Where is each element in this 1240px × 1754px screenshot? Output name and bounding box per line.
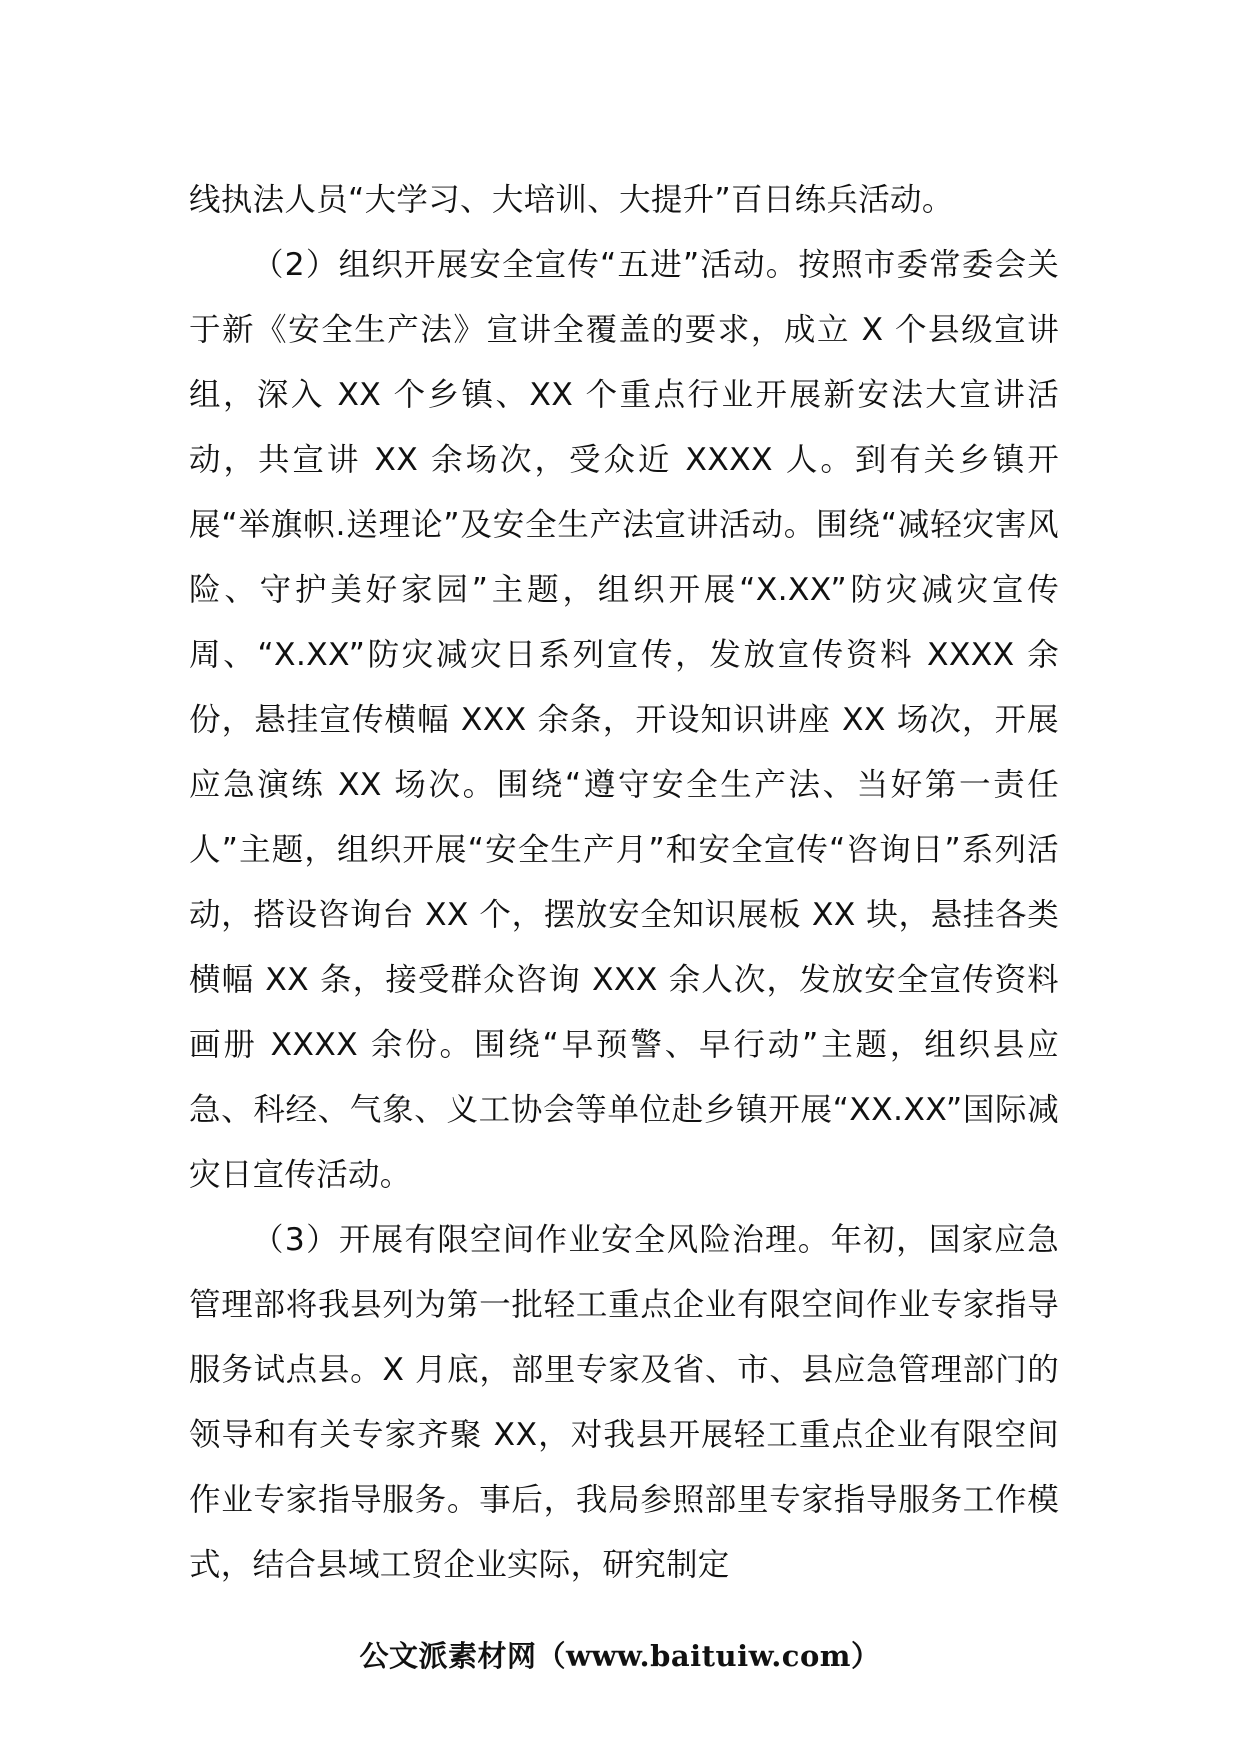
paragraph-continuation: 线执法人员“大学习、大培训、大提升”百日练兵活动。 xyxy=(189,182,954,218)
paragraph-confined-space: （3）开展有限空间作业安全风险治理。年初，国家应急管理部将我县列为第一批轻工重点企业有限空间作业专家指导服务试点县。X 月底，部里专家及省、市、县应急管理部门的领导和有关专家齐聚 XX，对我县开展轻工重点企业有限空间作业专家指导服务。事后，我局参照部里专家指导服务工作模式，结合县域工贸企业实际，研究制定 xyxy=(189,1222,1059,1583)
footer-watermark: 公文派素材网（www.baituiw.com） xyxy=(359,1639,881,1673)
paragraph-safety-publicity: （2）组织开展安全宣传“五进”活动。按照市委常委会关于新《安全生产法》宣讲全覆盖的要求，成立 X 个县级宣讲组，深入 XX 个乡镇、XX 个重点行业开展新安法大宣讲活动，共宣讲 XX 余场次，受众近 XXXX 人。到有关乡镇开展“举旗帜.送理论”及安全生产法宣讲活动。围绕“减轻灾害风险、守护美好家园”主题，组织开展“X.XX”防灾减灾宣传周、“X.XX”防灾减灾日系列宣传，发放宣传资料 XXXX 余份，悬挂宣传横幅 XXX 余条，开设知识讲座 XX 场次，开展应急演练 XX 场次。围绕“遵守安全生产法、当好第一责任人”主题，组织开展“安全生产月”和安全宣传“咨询日”系列活动，搭设咨询台 XX 个，摆放安全知识展板 XX 块，悬挂各类横幅 XX 条，接受群众咨询 XXX 余人次，发放安全宣传资料画册 XXXX 余份。围绕“早预警、早行动”主题，组织县应急、科经、气象、义工协会等单位赴乡镇开展“XX.XX”国际减灾日宣传活动。 xyxy=(189,247,1059,1193)
document-body xyxy=(189,168,1059,1598)
